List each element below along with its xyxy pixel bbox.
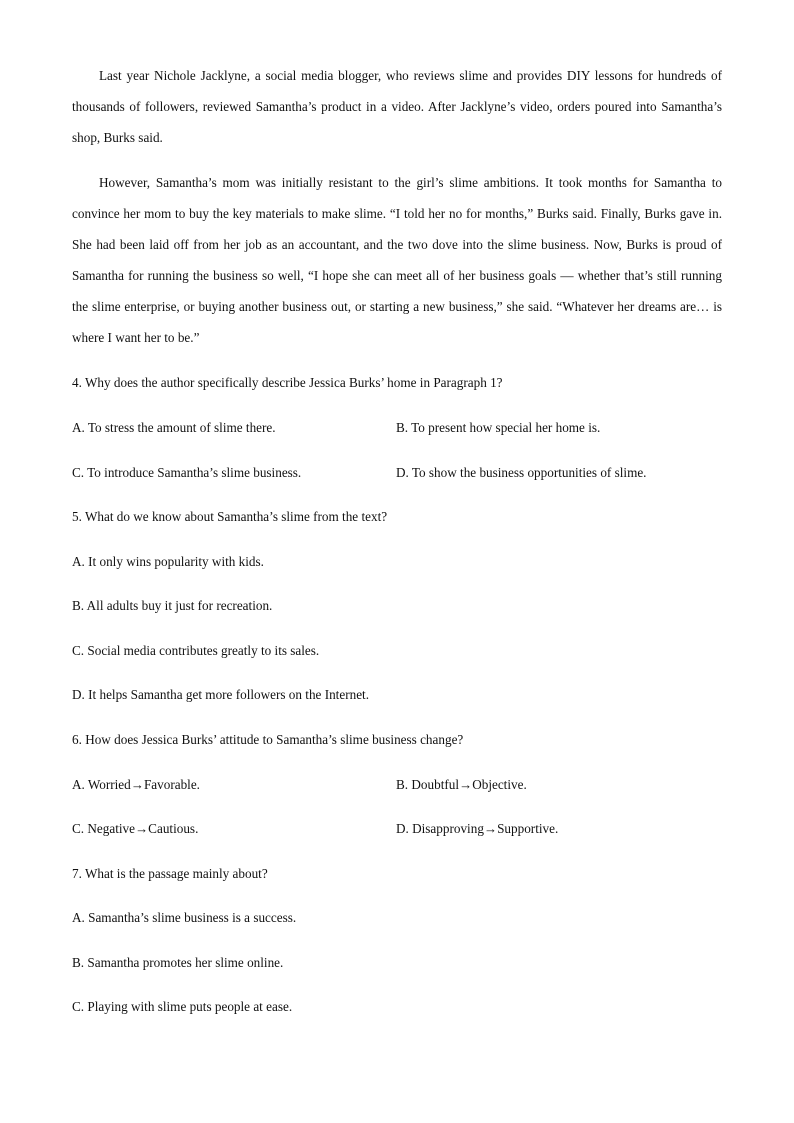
answer-option: D. Disapproving→Supportive. [396, 821, 559, 836]
answer-option: A. Worried→Favorable. [72, 777, 200, 792]
answer-option: A. Samantha’s slime business is a success. [72, 910, 297, 925]
answer-option: B. All adults buy it just for recreation. [72, 598, 273, 613]
passage-paragraph: Last year Nichole Jacklyne, a social media blogger, who reviews slime and provides DIY lessons for hundreds of thousands of followers, reviewed Samantha’s product in a video. After Jacklyne’s video, orders poured into Samantha’s shop, Burks said. [72, 68, 722, 145]
question-stem: 4. Why does the author specifically describe Jessica Burks’ home in Paragraph 1? [72, 375, 503, 390]
question-stem: 6. How does Jessica Burks’ attitude to Samantha’s slime business change? [72, 732, 464, 747]
question-stem: 7. What is the passage mainly about? [72, 866, 268, 881]
answer-option: C. Playing with slime puts people at ease. [72, 999, 293, 1014]
answer-option: B. Doubtful→Objective. [396, 777, 527, 792]
answer-option: A. To stress the amount of slime there. [72, 420, 276, 435]
answer-option: C. Negative→Cautious. [72, 821, 199, 836]
answer-option: C. Social media contributes greatly to its sales. [72, 643, 320, 658]
answer-option: C. To introduce Samantha’s slime business. [72, 465, 302, 480]
answer-option: B. To present how special her home is. [396, 420, 601, 435]
passage-paragraph: However, Samantha’s mom was initially resistant to the girl’s slime ambitions. It took months for Samantha to convince her mom to buy the key materials to make slime. “I told her no for months,” Burks said. Finally, Burks gave in. She had been laid off from her job as an accountant, and the two dove into the slime business. Now, Burks is proud of Samantha for running the business so well, “I hope she can meet all of her business goals — whether that’s still running the slime enterprise, or buying another business out, or starting a new business,” she said. “Whatever her dreams are… is where I want her to be.” [72, 175, 722, 345]
answer-option: D. To show the business opportunities of slime. [396, 465, 647, 480]
answer-option: D. It helps Samantha get more followers on the Internet. [72, 687, 370, 702]
question-stem: 5. What do we know about Samantha’s slime from the text? [72, 509, 388, 524]
answer-option: B. Samantha promotes her slime online. [72, 955, 284, 970]
answer-option: A. It only wins popularity with kids. [72, 554, 264, 569]
